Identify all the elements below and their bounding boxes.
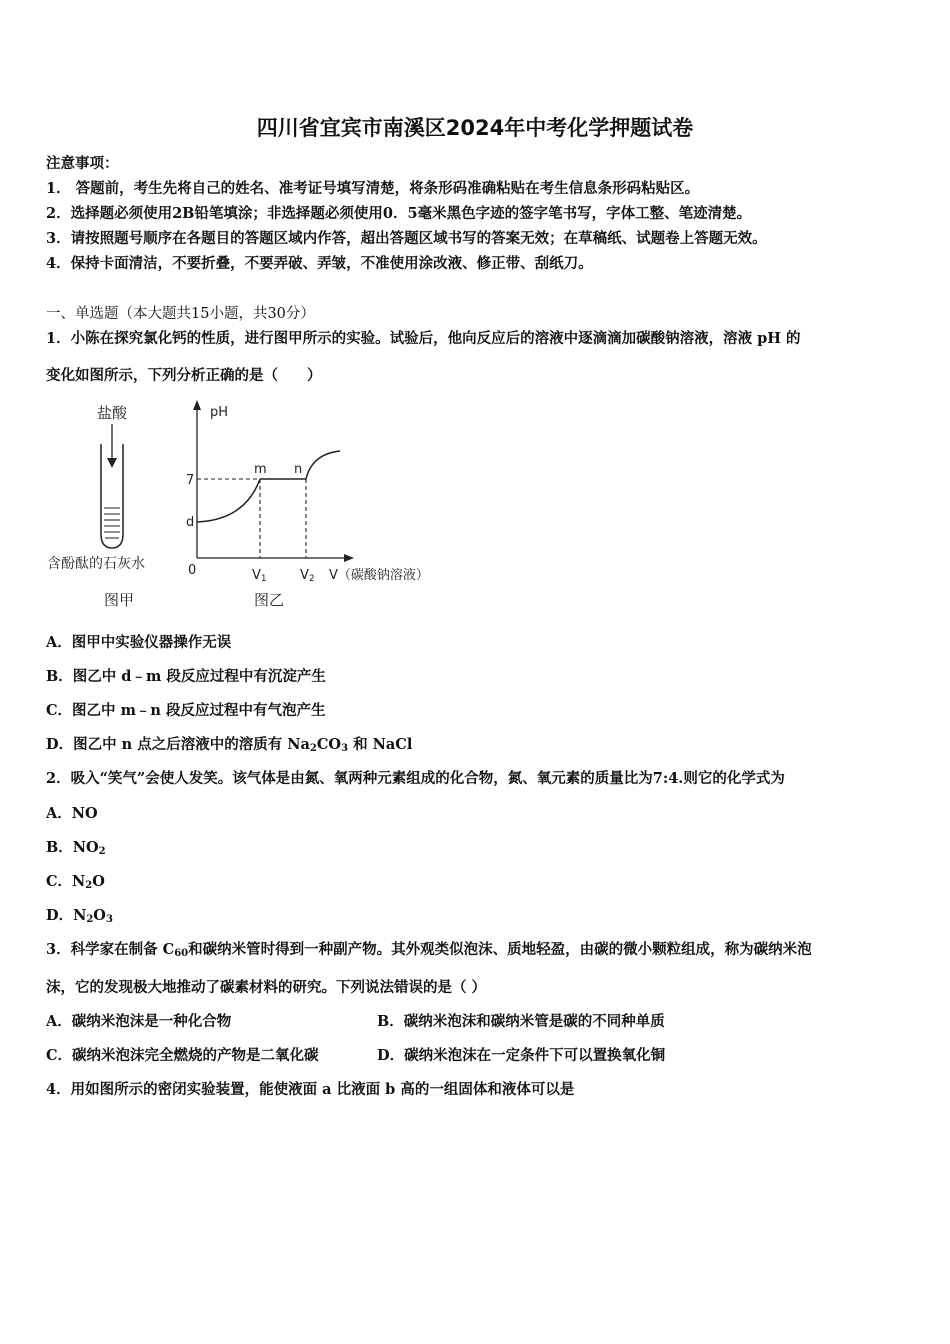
- q1-option-b: B．图乙中 d﹣m 段反应过程中有沉淀产生: [46, 668, 326, 685]
- fig-a-caption: 图甲: [104, 591, 135, 609]
- acid-label: 盐酸: [97, 404, 128, 422]
- page-title: 四川省宜宾市南溪区2024年中考化学押题试卷: [256, 116, 694, 140]
- notice-heading: 注意事项：: [46, 155, 119, 172]
- figure-b: [186, 400, 429, 609]
- q3-option-a: A．碳纳米泡沫是一种化合物: [46, 1013, 232, 1030]
- origin-label: 0: [188, 563, 197, 578]
- x-axis-label: V（碳酸钠溶液）: [329, 568, 429, 583]
- q3-stem-line1: 3．科学家在制备 $C_{60}$和碳纳米管时得到一种副产物。其外观类似泡沫、质地轻盈，由碳的微小颗粒组成，称为碳纳米泡: [46, 941, 812, 959]
- y-axis-label: pH: [210, 405, 229, 420]
- q4-stem: 4．用如图所示的密闭实验装置，能使液面 a 比液面 b 高的一组固体和液体可以是: [46, 1081, 575, 1098]
- v2-label: V2: [300, 568, 315, 584]
- q1-stem-line2: 变化如图所示，下列分析正确的是（ ）: [46, 367, 322, 384]
- y-tick-7: 7: [186, 473, 195, 488]
- point-n-label: n: [294, 462, 303, 477]
- y-axis-arrow-icon: [193, 400, 201, 410]
- q2-option-d: D．$N_2O_3$: [46, 907, 113, 925]
- tube-label: 含酚酞的石灰水: [47, 556, 145, 572]
- notice-item-2: 2．选择题必须使用2B铅笔填涂；非选择题必须使用0．5毫米黑色字迹的签字笔书写，字体工整、笔迹清楚。: [46, 205, 752, 222]
- x-axis-arrow-icon: [344, 554, 354, 562]
- section-heading: 一、单选题（本大题共15小题，共30分）: [46, 306, 315, 322]
- q1-stem-line1: 1．小陈在探究氯化钙的性质，进行图甲所示的实验。试验后，他向反应后的溶液中逐滴滴加碳酸钠溶液，溶液 pH 的: [46, 330, 801, 347]
- q1-option-d: D．图乙中 n 点之后溶液中的溶质有 $Na_2CO_3$ 和 NaCl: [46, 736, 413, 754]
- dropper-arrow-icon: [107, 458, 117, 468]
- q2-option-b: B．$NO_2$: [46, 839, 106, 857]
- notice-item-4: 4．保持卡面清洁，不要折叠，不要弄破、弄皱，不准使用涂改液、修正带、刮纸刀。: [46, 255, 593, 272]
- q2-option-c: C．$N_2O$: [46, 873, 105, 891]
- figure-a: [47, 404, 145, 609]
- q3-option-b: B．碳纳米泡沫和碳纳米管是碳的不同种单质: [377, 1013, 665, 1030]
- curve-after-n: [306, 451, 340, 479]
- notice-item-3: 3．请按照题号顺序在各题目的答题区域内作答，超出答题区域书写的答案无效；在草稿纸、试题卷上答题无效。: [46, 230, 767, 247]
- fig-b-caption: 图乙: [254, 591, 285, 609]
- curve-d-m: [197, 479, 260, 522]
- q3-option-c: C．碳纳米泡沫完全燃烧的产物是二氧化碳: [46, 1047, 319, 1064]
- notice-item-1: 1． 答题前，考生先将自己的姓名、准考证号填写清楚，将条形码准确粘贴在考生信息条形码粘贴区。: [46, 180, 700, 197]
- q1-option-a: A．图甲中实验仪器操作无误: [46, 634, 232, 651]
- q2-stem: 2．吸入“笑气”会使人发笑。该气体是由氮、氧两种元素组成的化合物，氮、氧元素的质量比为7:4.则它的化学式为: [46, 770, 785, 787]
- q1-figure: [40, 396, 470, 616]
- point-m-label: m: [254, 462, 267, 477]
- point-d-label: d: [186, 515, 195, 530]
- q3-stem-line2: 沫，它的发现极大地推动了碳素材料的研究。下列说法错误的是（ ）: [46, 979, 487, 996]
- q2-option-a: A．NO: [46, 805, 98, 822]
- q1-option-c: C．图乙中 m﹣n 段反应过程中有气泡产生: [46, 702, 326, 719]
- v1-label: V1: [252, 568, 267, 584]
- q3-option-d: D．碳纳米泡沫在一定条件下可以置换氧化铜: [377, 1047, 666, 1064]
